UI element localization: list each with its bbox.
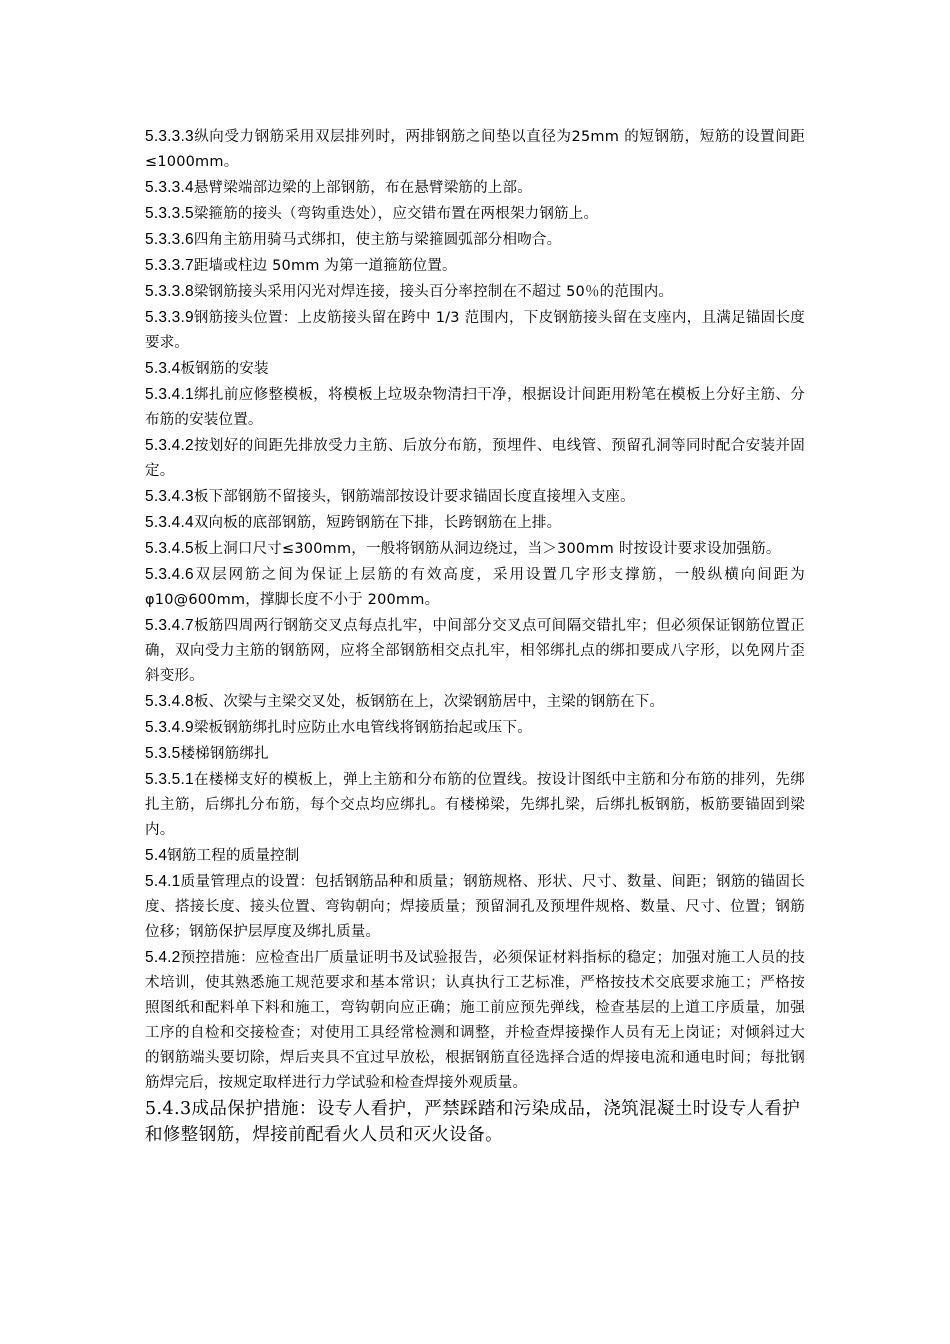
paragraph-5-3-3-8	[145, 279, 805, 305]
clause-text: 钢筋接头位置：上皮筋接头留在跨中 1/3 范围内，下皮钢筋接头留在支座内，且满足锚固长度要求。	[145, 310, 805, 351]
clause-number: 5.3.4	[145, 360, 181, 377]
clause-number: 5.3.3.5	[145, 205, 194, 222]
clause-text: 绑扎前应修整模板，将模板上垃圾杂物清扫干净，根据设计间距用粉笔在模板上分好主筋、分布筋的安装位置。	[145, 387, 805, 428]
clause-number: 5.4	[145, 847, 168, 864]
clause-number: 5.3.3.9	[145, 309, 194, 326]
clause-number: 5.3.4.5	[145, 540, 194, 557]
clause-text: 板筋四周两行钢筋交叉点每点扎牢，中间部分交叉点可间隔交错扎牢；但必须保证钢筋位置正确，双向受力主筋的钢筋网，应将全部钢筋相交点扎牢，相邻绑扎点的绑扣要成八字形，以免网片歪斜变形。	[145, 618, 805, 684]
clause-number: 5.3.4.8	[145, 693, 194, 710]
paragraph-5-3-4-7	[145, 613, 805, 689]
clause-number: 5.3.5	[145, 745, 181, 762]
clause-number: 5.4.1	[145, 873, 181, 890]
section-heading-5-3-4	[145, 356, 805, 382]
clause-text: 悬臂梁端部边梁的上部钢筋，布在悬臂梁筋的上部。	[193, 180, 532, 196]
clause-text: 距墙或柱边 50mm 为第一道箍筋位置。	[193, 258, 457, 274]
clause-text: 梁箍筋的接头（弯钩重迭处），应交错布置在两根架力钢筋上。	[193, 206, 599, 222]
paragraph-5-4-1	[145, 869, 805, 945]
clause-number: 5.3.4.4	[145, 514, 194, 531]
clause-text: 板钢筋的安装	[180, 361, 269, 377]
paragraph-5-3-4-2	[145, 433, 805, 484]
paragraph-5-4-2	[145, 945, 805, 1096]
clause-number: 5.3.4.9	[145, 719, 194, 736]
paragraph-5-3-4-8	[145, 689, 805, 715]
clause-number: 5.3.4.3	[145, 488, 194, 505]
clause-text: 纵向受力钢筋采用双层排列时，两排钢筋之间垫以直径为25mm 的短钢筋，短筋的设置间距≤1000mm。	[145, 129, 805, 170]
paragraph-5-3-4-3	[145, 484, 805, 510]
clause-number: 5.4.2	[145, 949, 181, 966]
clause-number: 5.3.4.6	[145, 566, 194, 583]
clause-text: 板、次梁与主梁交叉处，板钢筋在上，次梁钢筋居中，主梁的钢筋在下。	[193, 694, 665, 710]
clause-number: 5.3.3.7	[145, 257, 194, 274]
clause-text: 梁钢筋接头采用闪光对焊连接，接头百分率控制在不超过 50％的范围内。	[193, 284, 674, 300]
clause-text: 四角主筋用骑马式绑扣，使主筋与梁箍圆弧部分相吻合。	[193, 232, 562, 248]
clause-text: 质量管理点的设置：包括钢筋品种和质量；钢筋规格、形状、尺寸、数量、间距；钢筋的锚固长度、搭接长度、接头位置、弯钩朝向；焊接质量；预留洞孔及预埋件规格、数量、尺寸、位置；钢筋位移；钢筋保护层厚度及绑扎质量。	[145, 874, 805, 940]
clause-number: 5.3.4.7	[145, 617, 194, 634]
paragraph-5-3-3-9	[145, 305, 805, 356]
clause-text: 板下部钢筋不留接头，钢筋端部按设计要求锚固长度直接埋入支座。	[193, 489, 635, 505]
clause-text: 双层网筋之间为保证上层筋的有效高度，采用设置几字形支撑筋，一般纵横向间距为φ10@600mm，撑脚长度不小于 200mm。	[145, 567, 805, 608]
clause-number: 5.3.3.3	[145, 128, 194, 145]
clause-text: 按划好的间距先排放受力主筋、后放分布筋，预埋件、电线管、预留孔洞等同时配合安装并固定。	[145, 438, 805, 479]
paragraph-5-3-3-5	[145, 201, 805, 227]
clause-number: 5.3.4.1	[145, 386, 194, 403]
paragraph-5-3-4-5	[145, 536, 805, 562]
section-heading-5-3-5	[145, 741, 805, 767]
clause-text: 钢筋工程的质量控制	[167, 848, 300, 864]
paragraph-5-3-3-6	[145, 227, 805, 253]
paragraph-5-3-4-4	[145, 510, 805, 536]
clause-text: 梁板钢筋绑扎时应防止水电管线将钢筋抬起或压下。	[193, 720, 532, 736]
clause-text: 双向板的底部钢筋，短跨钢筋在下排，长跨钢筋在上排。	[193, 515, 562, 531]
section-heading-5-4	[145, 843, 805, 869]
paragraph-5-3-3-4	[145, 175, 805, 201]
clause-number: 5.3.5.1	[145, 771, 194, 788]
clause-text: 预控措施：应检查出厂质量证明书及试验报告，必须保证材料指标的稳定；加强对施工人员的技术培训，使其熟悉施工规范要求和基本常识；认真执行工艺标准，严格按技术交底要求施工；严格按照图纸和配料单下料和施工，弯钩朝向应正确；施工前应预先弹线，检查基层的上道工序质量，加强工序的自检和交接检查；对使用工具经常检测和调整，并检查焊接操作人员有无上岗证；对倾斜过大的钢筋端头要切除，焊后夹具不宜过早放松，根据钢筋直径选择合适的焊接电流和通电时间；每批钢筋焊完后，按规定取样进行力学试验和检查焊接外观质量。	[145, 950, 805, 1091]
paragraph-5-3-3-3	[145, 124, 805, 175]
clause-text: 板上洞口尺寸≤300mm，一般将钢筋从洞边绕过，当＞300mm 时按设计要求设加强筋。	[193, 541, 781, 557]
paragraph-5-3-4-1	[145, 382, 805, 433]
paragraph-5-3-4-6	[145, 562, 805, 613]
paragraph-5-3-4-9	[145, 715, 805, 741]
clause-text: 在楼梯支好的模板上，弹上主筋和分布筋的位置线。按设计图纸中主筋和分布筋的排列，先绑扎主筋，后绑扎分布筋，每个交点均应绑扎。有楼梯梁，先绑扎梁，后绑扎板钢筋，板筋要锚固到梁内。	[145, 772, 805, 838]
document-body	[145, 124, 805, 1148]
clause-number: 5.3.3.8	[145, 283, 194, 300]
paragraph-5-3-5-1	[145, 767, 805, 843]
clause-number: 5.3.3.6	[145, 231, 194, 248]
clause-number: 5.3.3.4	[145, 179, 194, 196]
paragraph-5-4-3: 5.4.3成品保护措施：设专人看护，严禁踩踏和污染成品，浇筑混凝土时设专人看护和修整钢筋，焊接前配看火人员和灭火设备。	[145, 1099, 801, 1145]
clause-number: 5.3.4.2	[145, 437, 194, 454]
clause-text: 楼梯钢筋绑扎	[180, 746, 269, 762]
paragraph-5-3-3-7	[145, 253, 805, 279]
